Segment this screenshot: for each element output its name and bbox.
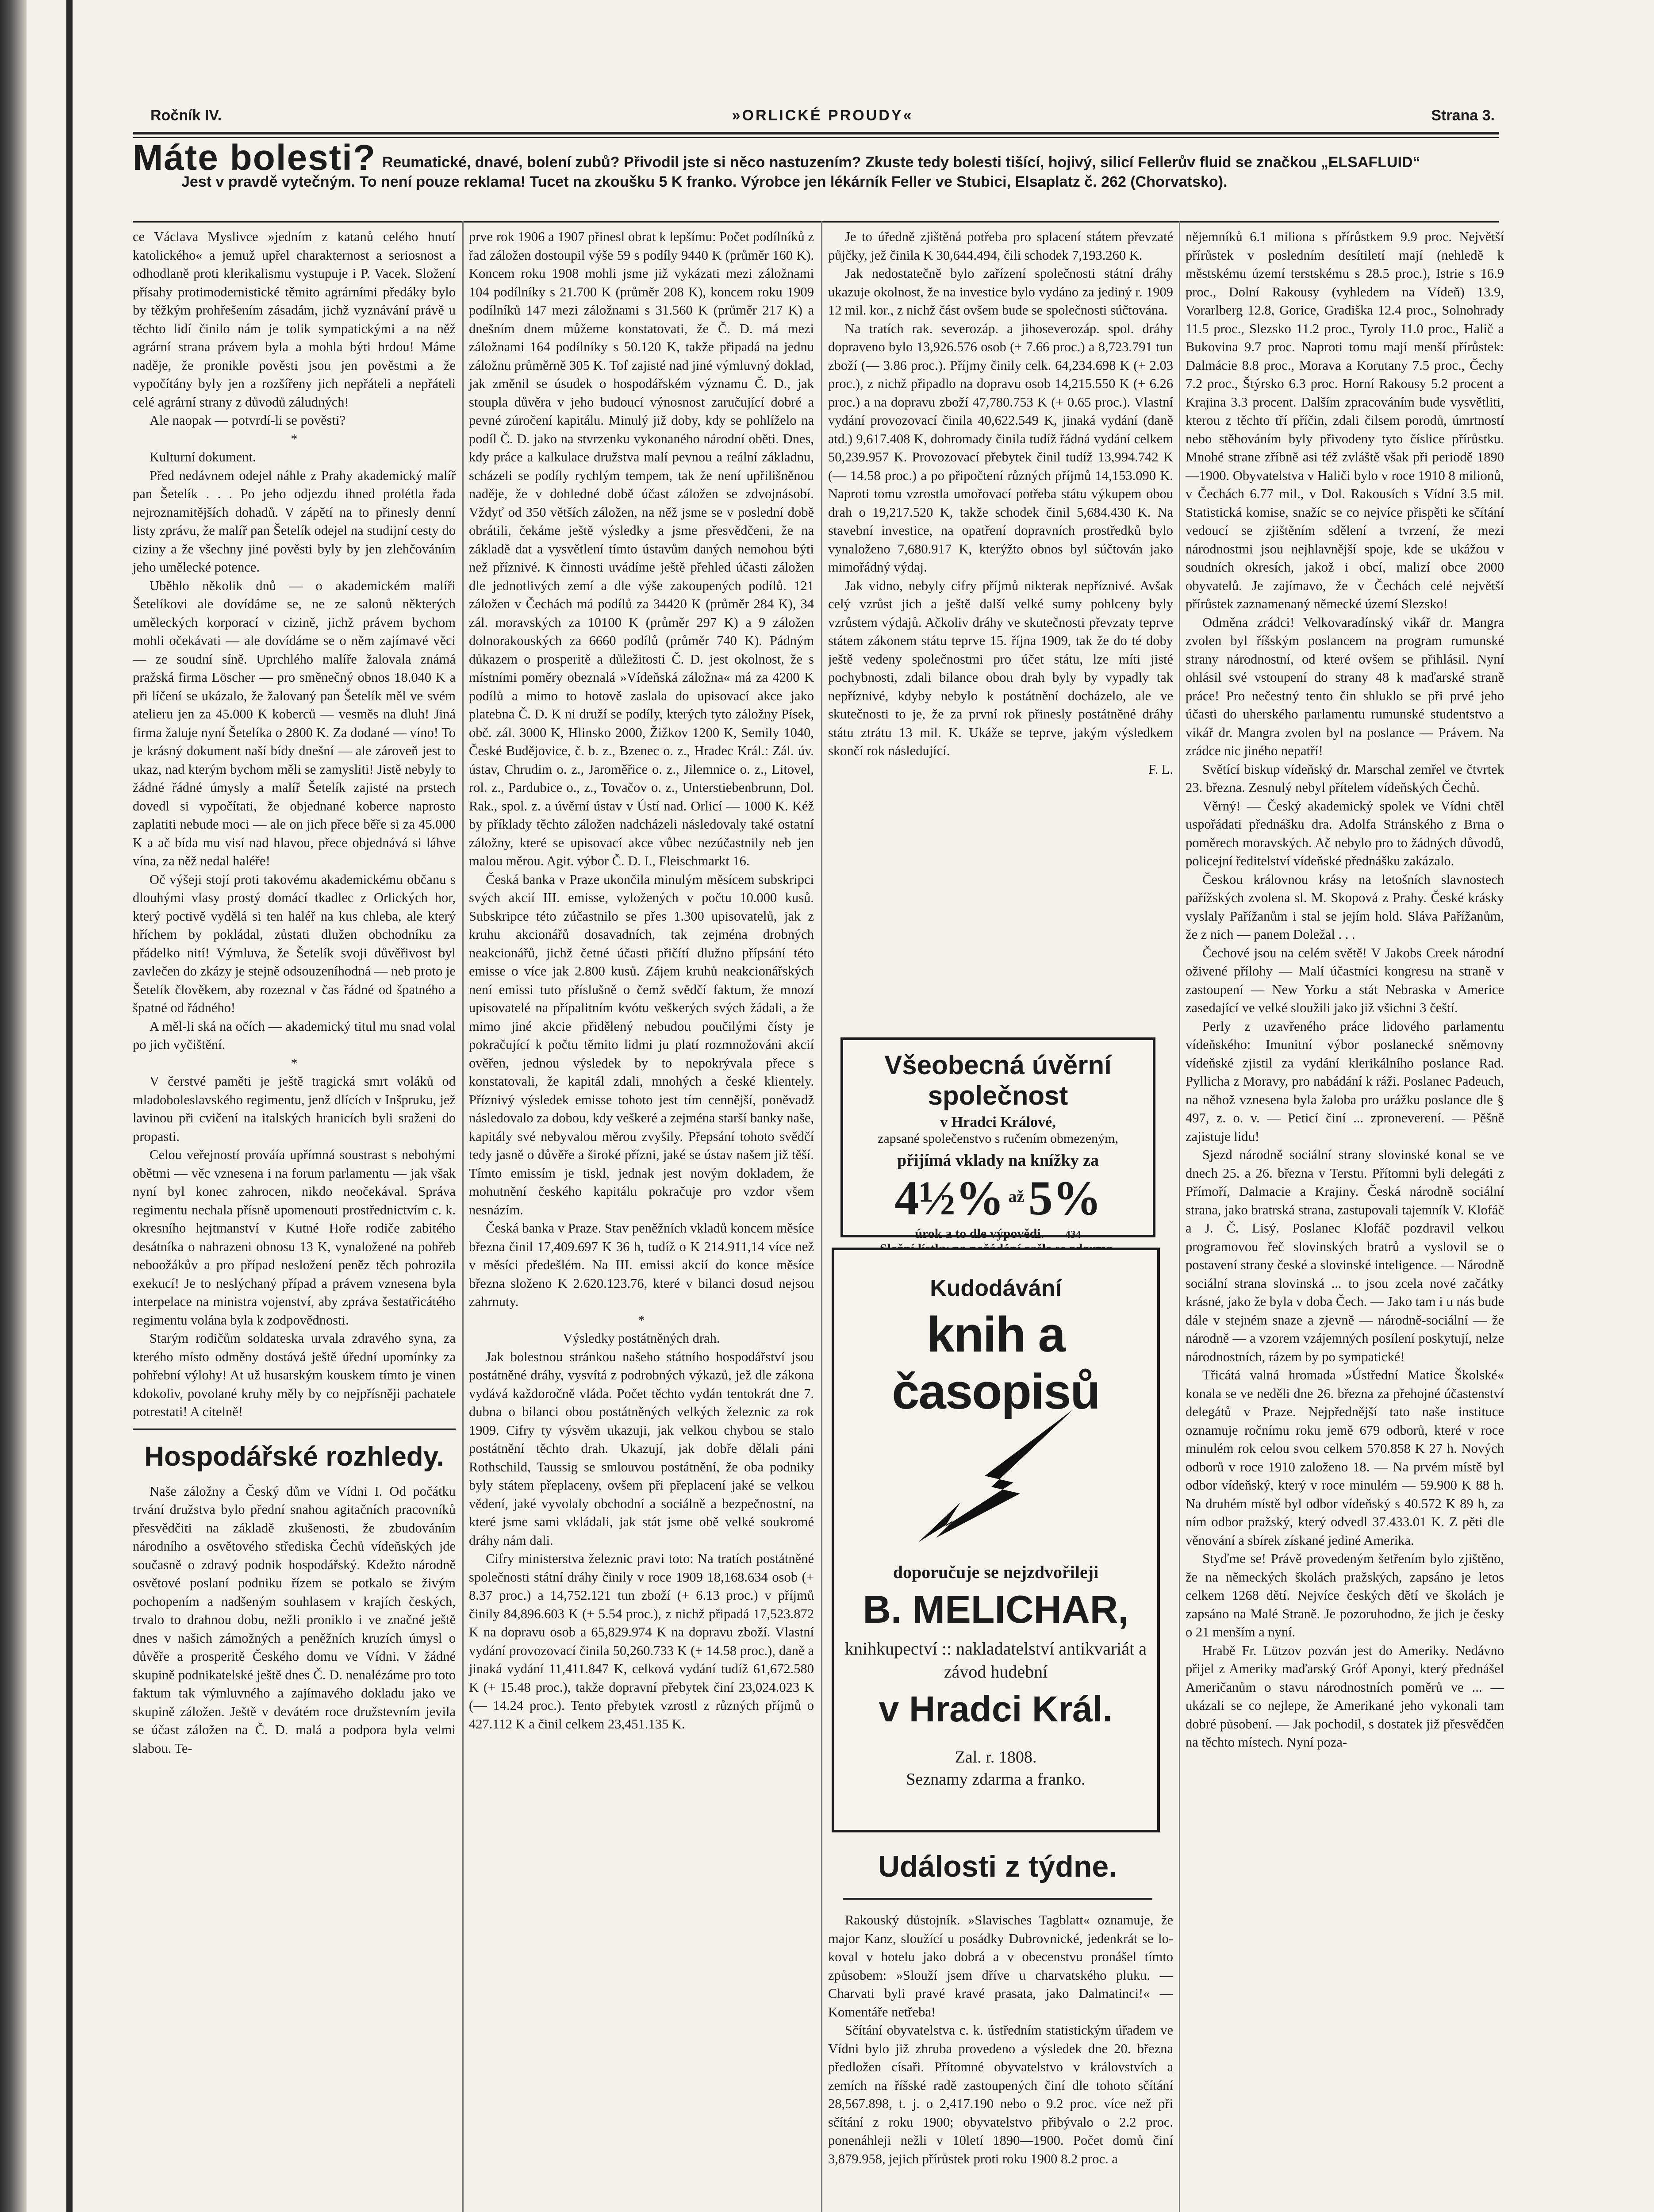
column-3-bottom <box>828 1911 1173 2168</box>
melichar-line-6: v Hradci Král. <box>879 1689 1113 1729</box>
column-3-top <box>828 228 1173 1024</box>
article-text: Česká banka v Praze. Stav peněžních vkladů koncem měsíce března činil 17,409.697 K 36 h, tudíž o K 214.911,14 více než v měsíci předešlém. Na III. emissi akcií do konce měsíce března složeno K 2.620.123.76, které v bilanci dosud nejsou zahrnuty. <box>469 1221 814 1309</box>
column-rule-3 <box>1179 221 1180 2212</box>
article-text: nějemníků 6.1 miliona s přírůstkem 9.9 proc. Největší přírůstek v posledním desítiletí mají (nehledě k městskému území terstskému s 28.5 proc.), Istrie s 16.9 proc., Dolní Rakousy (vyhledem na Vídeň) 13.9, Vorarlberg 12.8, Gorice, Gradiška 12.4 proc., Solnohrady 11.5 proc., Slezsko 11.2 proc., Tyroly 11.0 proc., Halič a Bukovina 9.7 proc. Naproti tomu mají menší přírůstek: Dalmácie 8.8 proc., Morava a Korutany 7.5 proc., Čechy 7.2 proc., Štýrsko 6.3 proc. Horní Rakousy 5.2 procent a Krajina 3.3 procent. Dalším zpracováním bude vysvětliti, kterou z těchto tří příčin, zdali čilsem porodů, úmrtností nebo stěhováním byly přivodeny tyto číslice přírůstku. Mnohé strane zříbně asi též zvláště však při periodě 1890—1900. Obyvatelstva v Haliči bylo v roce 1910 8 milionů, v Čechách 6.77 mil., v Dol. Rakousích s Vídní 3.5 mil. Statistická komise, snažíc se co nejvíce přispěti ke sčítání vedoucí se zjištěním sdělení a tvrzení, že mezi národnostmi jsou nejhlavnější spoje, kde se ukážou v soudních okresích, jakož i obcí, malizí obce 2000 obyvatelů. Je zajímavo, že v Čechách celé největší přírůstek zaznamenaný německé území Slezsko! <box>1186 229 1504 611</box>
scan-left-edge <box>0 0 27 2212</box>
article-text: Naše záložny a Český dům ve Vídni I. Od počátku trvání družstva bylo přední snahou agitačních pracovníků přesvědčiti na základě zkušenosti, že zbudováním národního a osvětového střediska Čechů vídeňských jde současně o zdravý podnik hospodářský. Kdežto národně osvětové poslaní podniku řízem se potkalo se živým pochopením a nadšeným souhlasem v krajích českých, trvalo to drahnou dobu, nežli proniklo i ve značné ještě dnes v našich zámožných a peněžních kruzích úmysl o důvěře a prosperitě Českého domu ve Vídni. V žádné skupině podnikatelské ještě dnes Č. D. nenalézáme pro toto faktum tak výmluvného a zajímavého dokladu jako ve skupině záložen. Ještě v devátém roce družstevním jevila se účast záložen na Č. D. malá a podpora byla velmi slabou. Te- <box>133 1483 456 1756</box>
melichar-line-1: Kudodávání <box>930 1275 1062 1301</box>
article-text: Celou veřejností prováía upřímná soustrast s nebohými obětmi — věc vznesena i na forum parlamentu — jak však nyní byl konec zahrocen, nikdo neočekával. Správa regimentu nechala přísně upomenouti prostřednictvím c. k. okresního hejtmanství v Kutné Hoře rodiče zabitého desátníka o nahrazeni obnosu 13 K, vynaložené na pohřeb neboožákův a pro případ nesložení peněz těch pohrozila exekucí! Je to neslýchaný případ a právem vznesena byla interpelace na ministra vojenství, aby zpráva šestatřicátého regimentu volána byla k zodpovědnosti. <box>133 1147 456 1328</box>
bank-type: zapsané společenstvo s ručením obmezeným, <box>878 1131 1118 1146</box>
melichar-line-7: Zal. r. 1808. <box>955 1748 1037 1767</box>
column-rule-2 <box>821 221 822 2212</box>
article-text: Českou královnou krásy na letošních slavnostech pařížských zvolena sl. M. Skopová z Prahy. České krásky vyslaly Pařížanům i stal se jejím hold. Sláva Pařížanům, že z nich — panem Doležal . . . <box>1186 872 1504 942</box>
article-text: Jak nedostatečně bylo zařízení společnosti státní dráhy ukazuje okolnost, že na investice bylo vydáno za jediný r. 1909 12 mil. kor., z nichž část ovšem bude se společnosti súčtována. <box>828 266 1173 318</box>
bank-rate-row <box>843 1151 1153 1226</box>
column-rule-1 <box>462 221 464 2212</box>
ad-headline: Máte bolesti? <box>133 138 376 178</box>
article-heading: Výsledky postátněných drah. <box>563 1331 720 1346</box>
melichar-advertisement <box>832 1248 1160 1832</box>
section-rule <box>843 1898 1152 1900</box>
article-text: A měl-li ská na očích — akademický titul mu snad volal po jich vyčištění. <box>133 1018 456 1052</box>
article-text: ce Václava Myslivce »jedním z katanů celého hnutí katolického« a jemuž upřel charakternost a seriosnost a odhodlaně proti klerikalismu vystupuje i P. Vacek. Složení přísahy protimodernistické těmito agrárními předáky bylo by těžkým prohřešením zásadám, jichž vyznávání právě u těchto lidí činilo nám je tolik sympatickými a na něž agrární strana právem byla a mohla býti hrdou! Máme naděje, že pronikle pověsti jsou jen pověstmi a že vypočítány byly jen a rozšířeny jich nepřáteli a nepřáteli celé agrární strany z důvodů záludných! <box>133 229 456 410</box>
bank-note: úrok a to dle výpovědi. 434 <box>915 1226 1081 1241</box>
page-header <box>150 103 1495 129</box>
article-text: Starým rodičům soldateska urvala zdravého syna, za kterého místo odměny dostává ještě úřední upomínky za pohřební výlohy! At už husarským kouskem tímto je vinen kdokoliv, povolané kruhy měly by co nejpřísněji pachatele potrestati! A citelně! <box>133 1331 456 1419</box>
article-text: Jak bolestnou stránkou našeho státního hospodářství jsou postátněné dráhy, vysvítá z podrobných výkazů, jež dle zákona vydává každoročně vláda. Počet těchto vydán tentokrát dne 7. dubna o bilanci obou postátněných velkých železnic za rok 1909. Cifry ty výsvěm ukazuji, jak velkou chybou se stalo postátnění těchto drah. Ukazují, jak dobře dělali páni Rothschild, Taussig se smlouvou postátnění, že oba podniky byly státem přeplaceny, ovšem při přeplacení jaké se velkou vědení, jaké vyvolaly obchodní a sociálně a bezpečnostní, na které jsme sami vkládali, jak stát jsme obě velké soukromé dráhy nám dali. <box>469 1349 814 1548</box>
column-4 <box>1186 228 1504 1752</box>
melichar-line-3: doporučuje se nejzdvořileji <box>893 1562 1099 1582</box>
article-text: Perly z uzavřeného práce lidového parlamentu vídeňského: Imunitní výbor poslanecké sněmovny vídeňské zjistil za vydání klerikálního poslance Rad. Pyllicha z Moravy, pro nabádání k ráži. Poslanec Padeuch, na něhož vznesena byla žaloba pro urážku poslance dle § 497, z. o. v. — Peticí činí ... zproneverení. — Pěšně zajistuje lidu! <box>1186 1018 1504 1144</box>
bank-title: Všeobecná úvěrní společnost <box>884 1050 1112 1110</box>
bank-rate-label: přijímá vklady na knížky za <box>897 1151 1099 1170</box>
separator-star: * <box>638 1312 645 1328</box>
article-text: Světící biskup vídeňský dr. Marschal zemřel ve čtvrtek 23. března. Zesnulý nebyl přítelem vídeňských Čechů. <box>1186 761 1504 795</box>
elsafluid-advertisement <box>133 138 1499 219</box>
article-text: V čerstvé paměti je ještě tragická smrt voláků od mladoboleslavského regimentu, jenž dlících v Inšpruku, jež lavinou při cvičení na italských hranicích byli sraženi do propasti. <box>133 1074 456 1144</box>
article-heading: Kulturní dokument. <box>150 449 256 465</box>
column-2 <box>469 228 814 1733</box>
article-text: Sčítání obyvatelstva c. k. ústředním statistickým úřadem ve Vídni bylo již zhruba provedeno a výsledek dne 20. března předložen císaři. Přítomné obyvatelstvo v královstvích a zemích na říšské radě zastoupených činí dle tohoto sčítání 28,567.898, t. j. o 2,417.190 nebo o 9.2 proc. více než při sčítání z roku 1900; obyvatelstvo přibývalo o 2.2 proc. ponenáhleji nežli v 10letí 1890—1900. Počet domů činí 3,879.958, jejich přírůstek proti roku 1900 8.2 proc. a <box>828 2023 1173 2166</box>
article-text: Hrabě Fr. Lützov pozván jest do Ameriky. Nedávno přijel z Ameriky maďarský Gróf Aponyi, který přednášel Američanům o stavu národnostních poměrů ve ... — ukázali se co nejlepe, že Amerikané jeho vykonali tam dobré působení. — Jak pochodil, s dostatek již přesvědčen na těchto místech. Nyní poza- <box>1186 1643 1504 1750</box>
previous-page-column-rule <box>66 0 73 2212</box>
bank-advertisement <box>840 1037 1155 1241</box>
melichar-line-8: Seznamy zdarma a franko. <box>906 1770 1086 1789</box>
melichar-line-2: knih a časopisů <box>892 1307 1100 1419</box>
article-text: Cifry ministerstva železnic pravi toto: Na tratích postátněné společnosti státní dráhy činily v roce 1909 18,168.634 osob (+ 8.37 proc.) a 14,752.121 tun zboží (+ 6.13 proc.) v příjmů činily 84,896.603 K (+ 5.54 proc.), z nichž připadá 17,523.872 K na dopravu osob a 65,829.974 K na dopravu zboží. Vlastní vydání provozovací činila 50,260.733 K (+ 14.58 proc.), daně a jinaká vydání 11,411.847 K, celková vydání tudíž 61,672.580 K (+ 15.48 proc.), takže dopravní přebytek činí 23,024.023 K (— 14.24 proc.). Tento přebytek vzrostl z různých příjmů o 427.112 K a činil celkem 23,451.135 K. <box>469 1551 814 1732</box>
article-text: Ale naopak — potvrdí-li se pověsti? <box>150 413 345 428</box>
article-text: Jak vidno, nebyly cifry příjmů nikterak nepříznivé. Avšak celý vzrůst jich a ještě další velké sumy pohlceny byly vzrůstem výdajů. Ačkoliv dráhy ve skutečnosti převzaty teprve státem zákonem státu teprve 15. října 1909, tak že do té doby ještě vedeny společnostmi pro účet státu, lze míti jisté pochybnosti, zdali bilance obou drah byly by vypadly tak nepříznivé, kdyby nebylo k postátnění docházelo, ale ve skutečnosti to je, že za první rok přinesly postátněné dráhy státu ztrátu 13 mil. K. Ukáže se teprve, jakým výsledkem skončí rok následující. <box>828 578 1173 758</box>
article-text: Sjezd národně sociální strany slovinské konal se ve dnech 25. a 26. března v Terstu. Přítomni byli delegáti z Přímoří, Dalmacie a Krajiny. Česká národně sociální strana, jako bratrská strana, zastupovali tajemník V. Klofáč a J. Č. Lisý. Poslanec Klofáč pozdravil velkou programovou řeč slovinských bratrů a vyslovil se o postavení strany české a slovinské inteligence. — Národně sociální strana slovinská ... to jsou zcela nové začátky krásné, jako že byla v doba Čech. — Jako tam i u nás bude dále v stejném snaze a zjevně — národně-sociální — že národně — a vzorem vzájemných posílení poskytují, nelze národnostních, rázem by po sympatické! <box>1186 1147 1504 1364</box>
page-number: Strana 3. <box>1431 107 1495 124</box>
bank-city: v Hradci Králové, <box>940 1114 1056 1130</box>
melichar-line-4: B. MELICHAR, <box>863 1587 1129 1631</box>
melichar-line-5: knihkupectví :: nakladatelství antikvariát a závod hudební <box>844 1639 1147 1682</box>
article-text: Věrný! — Český akademický spolek ve Vídni chtěl uspořádati přednášku dra. Adolfa Stránského z Brna o poměrech moravských. Ač nebylo pro to žádných důvodů, policejní ředitelství vídeňské přednášku zakázalo. <box>1186 798 1504 868</box>
article-text: Uběhlo několik dnů — o akademickém malíři Šetelíkovi ale dovídáme se, ne ze salonů některých uměleckých korporací v cizině, jichž právem bychom mohli očekávati — ale dovídáme se o něm zajímavé věci — ze soudní síně. Uprchlého malíře žalovala známá pražská firma Löscher — pro směnečný obnos 18.040 K a při líčení se ukázalo, že žalovaný pan Šetelík měl ve svém atelieru jen za 45.000 K koberců — vesměs na dluh! Jiná firma žaluje nyní Šetelíka o 2800 K. Za dodané — víno! To je krásný dokument naší bídy dnešní — ale zároveň jest to ukaz, nad kterým bychom měli se zamysliti! Jistě nebyly to žádné řádné úmysly a malíř Šetelík zajisté na prstech dovedl si vypočítati, že objednané koberce naprosto zaplatiti nebude moci — ale on jich přece běře si za 45.000 K a ač bída mu visí nad hlavou, přece objednává si láhve vína, za něž nedal haléře! <box>133 578 456 868</box>
volume-label: Ročník IV. <box>150 107 222 124</box>
newspaper-title: »ORLICKÉ PROUDY« <box>732 107 913 124</box>
bank-rate-mid: až <box>1008 1187 1025 1206</box>
header-rule <box>133 132 1499 134</box>
article-text: Rakouský důstojník. »Slavisches Tagblatt« oznamuje, že major Kanz, sloužící u posádky Dubrovnické, jedenkrát se lo-koval v hotelu jako dobrá a v obecenstvu pronášel tímto způsobem: »Slouží jsem dříve u charvatského pluku. — Charvati byli pravé kravé prasata, jako Dalmatinci!« — Komentáře netřeba! <box>828 1912 1173 2020</box>
section-title-hospodarske: Hospodářské rozhledy. <box>144 1441 444 1472</box>
article-text: Česká banka v Praze ukončila minulým měsícem subskripci svých akcií III. emisse, vyložených v počtu 10.000 kusů. Subskripce této zúčastnilo se přes 1.300 upisovatelů, jak z kruhu akcionářů dosavadních, tak zejména drobných neakcionářů, jichž četné účasti přičítí dlužno přípsání této emisse o více jak 2.800 kusů. Zájem kruhů neakcionářských není emissi tuto příslušně o čemž svědčí faktum, že mnozí upisovatelé na přípalitním kvótu veškerých svých žádali, a že mimo jiné akcie přidělený nebudou poučilými čísty je pokračující k počtu těmito lidmi ju platí rozmnožováni akcií ověřen, jednou výsledek by to nepokrývala přece s konstatovali, že kapitál zdali, mnohých a české klientely. Příznivý výsledek emisse tohoto jest tím cennější, poněvadž následovalo za dobou, kdy veškeré a zejména starší banky naše, kapitály své nebyvalou měrou zvyšily. Přepsání tohoto svědčí tedy jasně o důvěře a široké přízni, jaké se ústav našem již těší. Tímto emissím je tiskl, jednak jest novým dokladem, že mohutnění českého kapitálu pokračuje pro vzdor všem nesnázím. <box>469 872 814 1217</box>
section-title-udalosti: Události z týdne. <box>878 1850 1117 1883</box>
article-text: Na tratích rak. severozáp. a jihoseverozáp. spol. dráhy dopraveno bylo 13,926.576 osob (+ 7.66 proc.) a 8,723.791 tun zboží (— 3.86 proc.). Příjmy činily celk. 64,234.698 K (+ 2.03 proc.), z nichž připadlo na dopravu osob 14,215.550 K (+ 6.26 proc.) a na dopravu zboží 47,780.753 K (+ 0.65 proc.). Vlastní vydání provozovací činila 40,622.549 K, jinaká vydání (daně atd.) 9,617.408 K, dohromady činila tudíž řádná vydání celkem 50,239.957 K. Provozovací přebytek činil tudíž 13,994.742 K (— 14.58 proc.) a po připočtení různých příjmů 14,153.090 K. Naproti tomu vzrostla umořovací potřeba státu výkupem obou drah o 19,217.520 K, takže schodek činil 5,684.430 K. Na stavební investice, na opatření dopravních prostředků bylo vynaloženo 7,680.917 K, kterýžto obnos byl súčtován jako mimořádný výdaj. <box>828 321 1173 575</box>
author-signature: F. L. <box>1148 761 1173 777</box>
separator-star: * <box>291 431 298 446</box>
ad-line-2: Jest v pravdě vytečným. To není pouze reklama! Tucet na zkoušku 5 K franko. Výrobce jen lékárník Feller ve Stubici, Elsaplatz č. 262 (Chorvatsko). <box>181 173 1228 190</box>
article-text: Před nedávnem odejel náhle z Prahy akademický malíř pan Šetelík . . . Po jeho odjezdu ihned prolétla řada nejroznamitějších dohadů. V zápětí na to přinesly denní listy zprávu, že malíř pan Šetelík odejel na studijní cesty do ciziny a že všechny jiné pověsti byly by jen zlehčováním jeho umělecké potence. <box>133 468 456 575</box>
column-1 <box>133 228 456 1758</box>
article-text: Je to úředně zjištěná potřeba pro splacení státem převzaté půjčky, jež činila K 30,644.494, čili schodek 7,193.260 K. <box>828 229 1173 263</box>
section-rule <box>133 1429 456 1430</box>
article-text: Čechové jsou na celém světě! V Jakobs Creek národní oživené přílohy — Malí účastníci kongresu na straně v zastoupení — New Yorku a stát Nebraska v Americe zasedající ve velké sloužili jako již všichni 3 čeští. <box>1186 945 1504 1015</box>
ad-line-1: Reumatické, dnavé, bolení zubů? Přivodil jste si něco nastuzením? Zkuste tedy bolesti tišící, hojivý, silicí Fellerův fluid se značkou „ELSAFLUID“ <box>382 154 1420 171</box>
ad-rule <box>133 221 1499 223</box>
bank-rate-from: 4½% <box>894 1171 1004 1225</box>
separator-star: * <box>291 1055 298 1071</box>
article-text: Styďme se! Právě provedeným šetřením bylo zjištěno, že na německých školách pražských, zapsáno je letos celkem 1268 dětí. Nejvíce českých dětí ve školách je zapsáno na Malé Straně. Je pozoruhodno, že jich je česky o 21 menším a nyní. <box>1186 1551 1504 1640</box>
article-text: Odměna zrádci! Velkovaradínský vikář dr. Mangra zvolen byl říšským poslancem na program rumunské strany národnostní, od které ovšem se přihlásil. Nyní ohlásil své vstoupení do strany 48 k maďarské straně práce! Pro nečestný tento čin shluklo se při prvé jeho účasti do uherského parlamentu rumunské studentstvo a vikář dr. Mangra zvolen byl na poslance — Právem. Na zrádce nic jiného nepatří! <box>1186 614 1504 758</box>
article-text: Oč výšeji stojí proti takovému akademickému občanu s dlouhými vlasy prostý domácí tkadlec z Orlických hor, který poctivě vydělá si ten haléř na kus chleba, ale který hříchem by pokládal, zůstati dlužen obchodníku za přádelko nití! Výmluva, že Šetelík svoji důvěřivost byl zavlečen do zkázy je stejně odsouzeníhodná — neb proto je Šetelík člověkem, aby rozeznal v čas řádné od špatného a špatné od řádného! <box>133 872 456 1015</box>
article-text: prve rok 1906 a 1907 přinesl obrat k lepšímu: Počet podílníků z řad záložen dostoupil výše 59 s podíly 9440 K (průměr 160 K). Koncem roku 1908 mohli jsme již vykázati mezi záložnami 104 podílníky s 21.700 K (průměr 208 K), koncem roku 1909 podílníků 147 mezi záložnami s 31.560 K (průměr 217 K) a dnešním dnem můžeme konstatovati, že Č. D. má mezi záložnami 164 podílníky s 50.120 K, takže připadá na jednu záložnu průměrně 305 K. Tof zajisté nad jiné výmluvný doklad, jak změnil se úsudek o hospodářském významu Č. D., jak stoupla důvěra v jeho budoucí výnosnost zaručující dobré a pevné zúročení kapitálu. Minulý již doby, kdy se pohlíželo na podíl Č. D. jako na stvrzenku vykonaného národní oběti. Dnes, kdy práce a kalkulace družstva malí pevnou a reální základnu, scházeli se podíly rychlým tempem, tak že není upřilišněnou naděje, že v dohledné době účast záložen se zdvojnásobí. Vždyť od 350 větších záložen, na něž jsme se v poslední době obrátili, čekáme ještě výsledky a jsme přesvědčeni, že na základě dat a vysvětlení tímto ústavům daných nemohou býti než příznivé. K činnosti uvádíme ještě přehled účasti záložen dle jednotlivých zemí a dle výše zakoupených podílů. 121 záložen v Čechách má podílů za 34420 K (průměr 284 K), 34 zál. moravských za 10100 K (průměr 297 K) a 9 záložen dolnorakouských za 6660 podílů (průměr 740 K). Pádným důkazem o prosperitě a důležitosti Č. D. jest okolnost, že s místními poměry obeznalá »Vídeňská záložna« má za 4200 K podílů a mimo to hotově zaslala do upisovací akce jako platebna Č. D. K ni druží se podíly, kterých tyto záložny Písek, obč. zál. 3000 K, Hlinsko 2000, Žižkov 1200 K, Semily 1040, České Budějovice, č. b. z., Bzenec o. z., Hradec Král.: Zál. úv. ústav, Chrudim o. z., Jaroměřice o. z., Jilemnice o. z., Litovel, rol. z., Pardubice o., z., Tovačov o. z., Unterstiebenbrunn, Dol. Rak., spol. z. a úvěrní ústav v Ústí nad. Orlicí — 1000 K. Kéž by příklady těchto záložen nadcházeli následovaly také ostatní záložny, které se upisovací akce vůbec nezúčastnily neb jen malou měrou. Agit. výbor Č. D. I., Fleischmarkt 16. <box>469 229 814 868</box>
article-text: Třicátá valná hromada »Ústřední Matice Školské« konala se ve neděli dne 26. března za přehojné účastenství delegátů v Praze. Nejpřednější tato naše instituce oznamuje ročnímu roku jemě 679 odborů, které v roce minulém rok celou svou celkem 570.858 K 27 h. Nových odborů v roce 1910 založeno 18. — Na prvém místě byl odbor vídeňský, který v roce minulém — 59.900 K 88 h. Na druhém místě byl odbor vídeňský s 40.572 K 89 h, za ním odbor pražský, který odvedl 37.433.01 K. Z pěti dle věnování a sbírek získané jediné Amerika. <box>1186 1367 1504 1548</box>
bank-rate-to: 5% <box>1028 1171 1101 1225</box>
lightning-bolt-icon <box>918 1409 1078 1542</box>
